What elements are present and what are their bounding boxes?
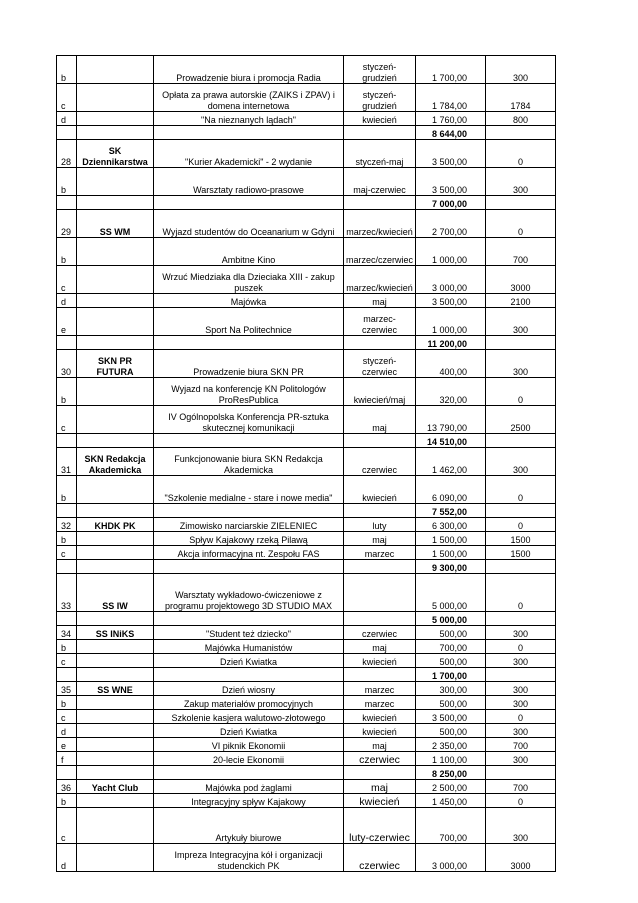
row-number-cell: b: [57, 696, 77, 710]
planned-amount-cell: 1 700,00: [416, 56, 486, 84]
description-cell: Wyjazd studentów do Oceanarium w Gdyni: [154, 210, 344, 238]
granted-amount-cell: 300: [486, 808, 556, 844]
planned-amount-cell: 3 000,00: [416, 844, 486, 872]
row-number-cell: c: [57, 406, 77, 434]
granted-amount-cell: [486, 336, 556, 350]
granted-amount-cell: 3000: [486, 266, 556, 294]
row-number-cell: c: [57, 546, 77, 560]
subtotal-row: [57, 504, 556, 518]
granted-amount-cell: 0: [486, 794, 556, 808]
organization-cell: [77, 696, 154, 710]
term-cell: styczeń-grudzień: [344, 56, 416, 84]
organization-cell: [77, 56, 154, 84]
granted-amount-cell: 300: [486, 350, 556, 378]
planned-amount-cell: 400,00: [416, 350, 486, 378]
description-cell: VI piknik Ekonomii: [154, 738, 344, 752]
organization-cell: KHDK PK: [77, 518, 154, 532]
term-cell: marzec/kwiecień: [344, 266, 416, 294]
planned-amount-cell: 8 250,00: [416, 766, 486, 780]
planned-amount-cell: 300,00: [416, 682, 486, 696]
organization-cell: [77, 308, 154, 336]
description-cell: Ambitne Kino: [154, 238, 344, 266]
row-number-cell: 30: [57, 350, 77, 378]
subtotal-row: [57, 434, 556, 448]
granted-amount-cell: 1500: [486, 532, 556, 546]
organization-cell: [77, 794, 154, 808]
planned-amount-cell: 1 700,00: [416, 668, 486, 682]
granted-amount-cell: 700: [486, 738, 556, 752]
table-row: [57, 626, 556, 640]
term-cell: [344, 612, 416, 626]
subtotal-row: [57, 196, 556, 210]
description-cell: Opłata za prawa autorskie (ZAIKS i ZPAV) i domena internetowa: [154, 84, 344, 112]
organization-cell: SK Dziennikarstwa: [77, 140, 154, 168]
planned-amount-cell: 500,00: [416, 654, 486, 668]
organization-cell: [77, 668, 154, 682]
description-cell: [154, 126, 344, 140]
row-number-cell: b: [57, 378, 77, 406]
description-cell: "Kurier Akademicki" - 2 wydanie: [154, 140, 344, 168]
row-number-cell: [57, 668, 77, 682]
row-number-cell: c: [57, 808, 77, 844]
term-cell: luty: [344, 518, 416, 532]
table-row: [57, 738, 556, 752]
granted-amount-cell: [486, 126, 556, 140]
description-cell: Szkolenie kasjera walutowo-złotowego: [154, 710, 344, 724]
term-cell: kwiecień: [344, 654, 416, 668]
granted-amount-cell: 0: [486, 378, 556, 406]
table-row: [57, 546, 556, 560]
granted-amount-cell: 3000: [486, 844, 556, 872]
row-number-cell: b: [57, 238, 77, 266]
granted-amount-cell: 0: [486, 140, 556, 168]
row-number-cell: b: [57, 532, 77, 546]
description-cell: "Szkolenie medialne - stare i nowe media": [154, 476, 344, 504]
subtotal-row: [57, 766, 556, 780]
term-cell: maj: [344, 780, 416, 794]
planned-amount-cell: 7 000,00: [416, 196, 486, 210]
planned-amount-cell: 3 500,00: [416, 140, 486, 168]
table-row: [57, 710, 556, 724]
table-row: [57, 56, 556, 84]
granted-amount-cell: 1784: [486, 84, 556, 112]
granted-amount-cell: 300: [486, 682, 556, 696]
row-number-cell: c: [57, 654, 77, 668]
table-row: [57, 696, 556, 710]
description-cell: Akcja informacyjna nt. Zespołu FAS: [154, 546, 344, 560]
organization-cell: [77, 710, 154, 724]
table-row: [57, 808, 556, 844]
organization-cell: [77, 378, 154, 406]
row-number-cell: 36: [57, 780, 77, 794]
granted-amount-cell: 0: [486, 710, 556, 724]
row-number-cell: 31: [57, 448, 77, 476]
term-cell: [344, 504, 416, 518]
planned-amount-cell: 5 000,00: [416, 574, 486, 612]
term-cell: marzec: [344, 696, 416, 710]
description-cell: IV Ogólnopolska Konferencja PR-sztuka skutecznej komunikacji: [154, 406, 344, 434]
table-row: [57, 84, 556, 112]
term-cell: [344, 668, 416, 682]
term-cell: maj: [344, 738, 416, 752]
organization-cell: SS WM: [77, 210, 154, 238]
term-cell: czerwiec: [344, 626, 416, 640]
term-cell: marzec: [344, 546, 416, 560]
row-number-cell: b: [57, 168, 77, 196]
table-row: [57, 724, 556, 738]
planned-amount-cell: 8 644,00: [416, 126, 486, 140]
organization-cell: [77, 406, 154, 434]
planned-amount-cell: 1 784,00: [416, 84, 486, 112]
granted-amount-cell: [486, 196, 556, 210]
budget-table-body: [57, 56, 556, 872]
organization-cell: [77, 434, 154, 448]
row-number-cell: 33: [57, 574, 77, 612]
table-row: [57, 210, 556, 238]
table-row: [57, 682, 556, 696]
planned-amount-cell: 7 552,00: [416, 504, 486, 518]
table-row: [57, 308, 556, 336]
organization-cell: [77, 724, 154, 738]
term-cell: [344, 126, 416, 140]
planned-amount-cell: 500,00: [416, 626, 486, 640]
description-cell: Zimowisko narciarskie ZIELENIEC: [154, 518, 344, 532]
organization-cell: [77, 808, 154, 844]
description-cell: [154, 504, 344, 518]
granted-amount-cell: 0: [486, 640, 556, 654]
table-row: [57, 476, 556, 504]
planned-amount-cell: 320,00: [416, 378, 486, 406]
description-cell: Warsztaty radiowo-prasowe: [154, 168, 344, 196]
description-cell: Majówka Humanistów: [154, 640, 344, 654]
row-number-cell: e: [57, 308, 77, 336]
organization-cell: [77, 196, 154, 210]
subtotal-row: [57, 560, 556, 574]
description-cell: Dzień Kwiatka: [154, 654, 344, 668]
term-cell: czerwiec: [344, 844, 416, 872]
row-number-cell: b: [57, 794, 77, 808]
row-number-cell: c: [57, 710, 77, 724]
organization-cell: [77, 112, 154, 126]
planned-amount-cell: 1 000,00: [416, 238, 486, 266]
row-number-cell: c: [57, 266, 77, 294]
organization-cell: [77, 546, 154, 560]
planned-amount-cell: 2 700,00: [416, 210, 486, 238]
term-cell: styczeń-czerwiec: [344, 350, 416, 378]
planned-amount-cell: 500,00: [416, 696, 486, 710]
planned-amount-cell: 3 500,00: [416, 168, 486, 196]
row-number-cell: [57, 504, 77, 518]
table-row: [57, 518, 556, 532]
term-cell: czerwiec: [344, 448, 416, 476]
granted-amount-cell: 700: [486, 780, 556, 794]
planned-amount-cell: 13 790,00: [416, 406, 486, 434]
row-number-cell: b: [57, 56, 77, 84]
planned-amount-cell: 1 450,00: [416, 794, 486, 808]
row-number-cell: 29: [57, 210, 77, 238]
table-row: [57, 112, 556, 126]
table-row: [57, 780, 556, 794]
description-cell: [154, 196, 344, 210]
description-cell: Artykuły biurowe: [154, 808, 344, 844]
row-number-cell: d: [57, 112, 77, 126]
granted-amount-cell: 0: [486, 210, 556, 238]
term-cell: marzec/kwiecień: [344, 210, 416, 238]
organization-cell: Yacht Club: [77, 780, 154, 794]
planned-amount-cell: 3 500,00: [416, 294, 486, 308]
row-number-cell: b: [57, 640, 77, 654]
description-cell: [154, 336, 344, 350]
term-cell: styczeń-grudzień: [344, 84, 416, 112]
granted-amount-cell: [486, 560, 556, 574]
planned-amount-cell: 700,00: [416, 808, 486, 844]
granted-amount-cell: 2100: [486, 294, 556, 308]
description-cell: Warsztaty wykładowo-ćwiczeniowe z programu projektowego 3D STUDIO MAX: [154, 574, 344, 612]
row-number-cell: e: [57, 738, 77, 752]
table-row: [57, 448, 556, 476]
description-cell: Dzień Kwiatka: [154, 724, 344, 738]
granted-amount-cell: 800: [486, 112, 556, 126]
planned-amount-cell: 3 500,00: [416, 710, 486, 724]
table-row: [57, 266, 556, 294]
organization-cell: SS INiKS: [77, 626, 154, 640]
row-number-cell: [57, 336, 77, 350]
organization-cell: [77, 504, 154, 518]
term-cell: [344, 574, 416, 612]
row-number-cell: c: [57, 84, 77, 112]
row-number-cell: 34: [57, 626, 77, 640]
granted-amount-cell: 700: [486, 238, 556, 266]
planned-amount-cell: 1 462,00: [416, 448, 486, 476]
description-cell: [154, 612, 344, 626]
planned-amount-cell: 9 300,00: [416, 560, 486, 574]
planned-amount-cell: 1 000,00: [416, 308, 486, 336]
organization-cell: [77, 476, 154, 504]
description-cell: "Na nieznanych lądach": [154, 112, 344, 126]
term-cell: czerwiec: [344, 752, 416, 766]
organization-cell: [77, 336, 154, 350]
row-number-cell: [57, 126, 77, 140]
term-cell: marzec-czerwiec: [344, 308, 416, 336]
organization-cell: [77, 532, 154, 546]
term-cell: [344, 434, 416, 448]
organization-cell: [77, 126, 154, 140]
granted-amount-cell: 300: [486, 654, 556, 668]
planned-amount-cell: 700,00: [416, 640, 486, 654]
granted-amount-cell: 300: [486, 724, 556, 738]
description-cell: 20-lecie Ekonomii: [154, 752, 344, 766]
description-cell: [154, 560, 344, 574]
planned-amount-cell: 6 300,00: [416, 518, 486, 532]
granted-amount-cell: 300: [486, 752, 556, 766]
granted-amount-cell: 300: [486, 56, 556, 84]
granted-amount-cell: [486, 504, 556, 518]
description-cell: Funkcjonowanie biura SKN Redakcja Akademicka: [154, 448, 344, 476]
description-cell: Zakup materiałów promocyjnych: [154, 696, 344, 710]
table-row: [57, 294, 556, 308]
description-cell: Majówka: [154, 294, 344, 308]
table-row: [57, 794, 556, 808]
organization-cell: [77, 266, 154, 294]
granted-amount-cell: 2500: [486, 406, 556, 434]
table-row: [57, 844, 556, 872]
granted-amount-cell: 0: [486, 476, 556, 504]
term-cell: styczeń-maj: [344, 140, 416, 168]
subtotal-row: [57, 336, 556, 350]
description-cell: Dzień wiosny: [154, 682, 344, 696]
term-cell: maj: [344, 532, 416, 546]
table-row: [57, 752, 556, 766]
planned-amount-cell: 2 500,00: [416, 780, 486, 794]
granted-amount-cell: 300: [486, 168, 556, 196]
granted-amount-cell: [486, 766, 556, 780]
granted-amount-cell: [486, 612, 556, 626]
term-cell: kwiecień: [344, 476, 416, 504]
granted-amount-cell: [486, 434, 556, 448]
organization-cell: [77, 168, 154, 196]
term-cell: kwiecień: [344, 794, 416, 808]
granted-amount-cell: 0: [486, 574, 556, 612]
row-number-cell: f: [57, 752, 77, 766]
description-cell: Prowadzenie biura SKN PR: [154, 350, 344, 378]
table-row: [57, 532, 556, 546]
term-cell: [344, 196, 416, 210]
planned-amount-cell: 2 350,00: [416, 738, 486, 752]
description-cell: [154, 668, 344, 682]
table-row: [57, 574, 556, 612]
organization-cell: [77, 294, 154, 308]
planned-amount-cell: 1 500,00: [416, 546, 486, 560]
term-cell: marzec/czerwiec: [344, 238, 416, 266]
description-cell: Impreza Integracyjna kół i organizacji studenckich PK: [154, 844, 344, 872]
subtotal-row: [57, 668, 556, 682]
organization-cell: SS IW: [77, 574, 154, 612]
term-cell: [344, 560, 416, 574]
organization-cell: [77, 752, 154, 766]
term-cell: kwiecień: [344, 112, 416, 126]
term-cell: maj: [344, 294, 416, 308]
term-cell: kwiecień/maj: [344, 378, 416, 406]
organization-cell: SKN Redakcja Akademicka: [77, 448, 154, 476]
term-cell: maj: [344, 406, 416, 434]
term-cell: kwiecień: [344, 710, 416, 724]
organization-cell: [77, 640, 154, 654]
row-number-cell: d: [57, 294, 77, 308]
organization-cell: SKN PR FUTURA: [77, 350, 154, 378]
description-cell: Integracyjny spływ Kajakowy: [154, 794, 344, 808]
planned-amount-cell: 5 000,00: [416, 612, 486, 626]
row-number-cell: [57, 766, 77, 780]
planned-amount-cell: 11 200,00: [416, 336, 486, 350]
term-cell: [344, 336, 416, 350]
term-cell: maj-czerwiec: [344, 168, 416, 196]
organization-cell: [77, 844, 154, 872]
granted-amount-cell: 300: [486, 448, 556, 476]
table-row: [57, 350, 556, 378]
row-number-cell: 28: [57, 140, 77, 168]
organization-cell: [77, 238, 154, 266]
description-cell: [154, 434, 344, 448]
description-cell: [154, 766, 344, 780]
description-cell: Wrzuć Miedziaka dla Dzieciaka XIII - zakup puszek: [154, 266, 344, 294]
planned-amount-cell: 3 000,00: [416, 266, 486, 294]
row-number-cell: d: [57, 724, 77, 738]
organization-cell: [77, 612, 154, 626]
planned-amount-cell: 6 090,00: [416, 476, 486, 504]
description-cell: Majówka pod żaglami: [154, 780, 344, 794]
description-cell: Wyjazd na konferencję KN Politologów ProResPublica: [154, 378, 344, 406]
organization-cell: [77, 560, 154, 574]
row-number-cell: b: [57, 476, 77, 504]
term-cell: kwiecień: [344, 724, 416, 738]
planned-amount-cell: 500,00: [416, 724, 486, 738]
organization-cell: SS WNE: [77, 682, 154, 696]
planned-amount-cell: 1 500,00: [416, 532, 486, 546]
table-row: [57, 654, 556, 668]
subtotal-row: [57, 126, 556, 140]
row-number-cell: [57, 434, 77, 448]
table-row: [57, 640, 556, 654]
table-row: [57, 406, 556, 434]
table-row: [57, 168, 556, 196]
subtotal-row: [57, 612, 556, 626]
row-number-cell: [57, 196, 77, 210]
organization-cell: [77, 654, 154, 668]
granted-amount-cell: 300: [486, 696, 556, 710]
table-row: [57, 238, 556, 266]
granted-amount-cell: [486, 668, 556, 682]
organization-cell: [77, 84, 154, 112]
planned-amount-cell: 1 100,00: [416, 752, 486, 766]
organization-cell: [77, 766, 154, 780]
description-cell: Spływ Kajakowy rzeką Pilawą: [154, 532, 344, 546]
granted-amount-cell: 300: [486, 626, 556, 640]
granted-amount-cell: 0: [486, 518, 556, 532]
description-cell: Prowadzenie biura i promocja Radia: [154, 56, 344, 84]
planned-amount-cell: 1 760,00: [416, 112, 486, 126]
organization-cell: [77, 738, 154, 752]
term-cell: marzec: [344, 682, 416, 696]
row-number-cell: 32: [57, 518, 77, 532]
budget-table: [56, 55, 556, 872]
row-number-cell: d: [57, 844, 77, 872]
table-row: [57, 140, 556, 168]
description-cell: Sport Na Politechnice: [154, 308, 344, 336]
row-number-cell: [57, 560, 77, 574]
granted-amount-cell: 1500: [486, 546, 556, 560]
row-number-cell: [57, 612, 77, 626]
term-cell: maj: [344, 640, 416, 654]
planned-amount-cell: 14 510,00: [416, 434, 486, 448]
granted-amount-cell: 300: [486, 308, 556, 336]
row-number-cell: 35: [57, 682, 77, 696]
term-cell: luty-czerwiec: [344, 808, 416, 844]
table-row: [57, 378, 556, 406]
description-cell: "Student też dziecko": [154, 626, 344, 640]
term-cell: [344, 766, 416, 780]
